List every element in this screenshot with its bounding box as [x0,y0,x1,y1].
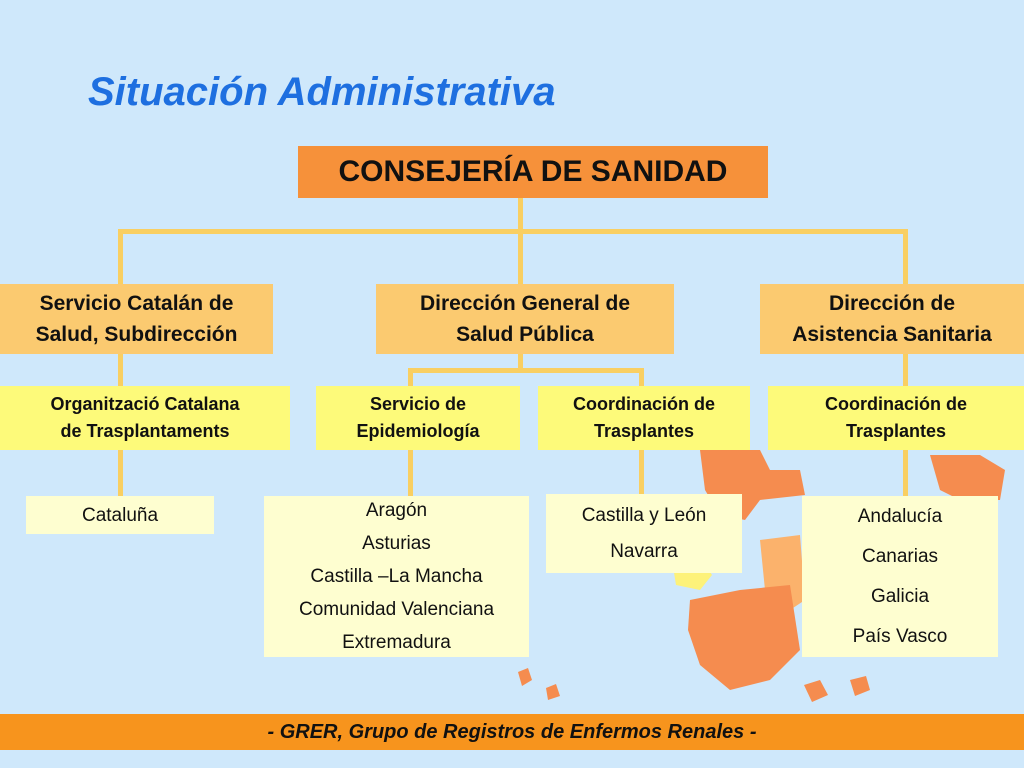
connector-l2-l3-d [903,450,908,496]
region-item: Galicia [870,585,930,607]
region-list-c [546,494,742,573]
connector-root-stem [518,198,523,232]
region-item: Aragón [365,500,428,521]
node-line: Salud Pública [456,323,594,346]
node-line: Epidemiología [356,421,480,441]
node-coordinacion-trasplantes-a [538,386,750,450]
region-item: Extremadura [342,632,451,653]
connector-l2-l3-b [408,450,413,496]
connector-drop-right [903,229,908,284]
connector-right-l1-l2 [903,354,908,386]
node-line: Trasplantes [593,421,695,441]
node-direccion-asistencia [760,284,1024,354]
connector-left-l1-l2 [118,354,123,386]
region-item: País Vasco [852,625,948,647]
node-line: Salud, Subdirección [35,323,238,346]
region-list-a [26,496,214,534]
node-organitzacio-catalana [0,386,290,450]
root-node-consejeria: CONSEJERÍA DE SANIDAD [298,146,768,198]
region-item: Navarra [610,540,678,562]
slide-title: Situación Administrativa [88,70,556,114]
map-island-1 [518,668,532,686]
region-item: Canarias [861,545,939,567]
footer-bar [0,714,1024,750]
connector-drop-center [518,229,523,284]
map-region-south [688,585,800,690]
connector-l2-l3-a [118,450,123,496]
region-item: Castilla y León [581,504,707,526]
region-item: Cataluña [81,504,159,526]
node-line: Dirección General de [419,292,631,315]
node-line: Coordinación de [572,394,715,414]
node-line: Coordinación de [824,394,967,414]
node-line: Servicio Catalán de [39,292,234,315]
connector-drop-left [118,229,123,284]
connector-center-drop-a [408,368,413,386]
map-island-2 [546,684,560,700]
connector-center-drop-b [639,368,644,386]
connector-l2-l3-c [639,450,644,494]
node-coordinacion-trasplantes-b [768,386,1024,450]
region-item: Comunidad Valenciana [298,599,495,620]
node-line: Organització Catalana [50,394,240,414]
connector-center-bar [408,368,644,373]
node-line: Servicio de [369,394,467,414]
node-line: Dirección de [828,292,956,315]
region-item: Castilla –La Mancha [310,566,483,587]
node-line: Asistencia Sanitaria [792,323,992,346]
node-line: Trasplantes [845,421,947,441]
map-region-east-coast [930,455,1005,500]
region-item: Asturias [362,533,431,554]
footer-text: - GRER, Grupo de Registros de Enfermos Renales - [267,720,757,743]
connector-top-bar [118,229,908,234]
map-island-4 [850,676,870,696]
region-item: Andalucía [857,505,943,527]
node-servicio-epidemiologia [316,386,520,450]
node-servicio-catalan [0,284,273,354]
region-list-b [264,496,529,657]
node-direccion-salud-publica [376,284,674,354]
map-island-3 [804,680,828,702]
region-list-d [802,496,998,657]
node-line: de Trasplantaments [60,421,230,441]
